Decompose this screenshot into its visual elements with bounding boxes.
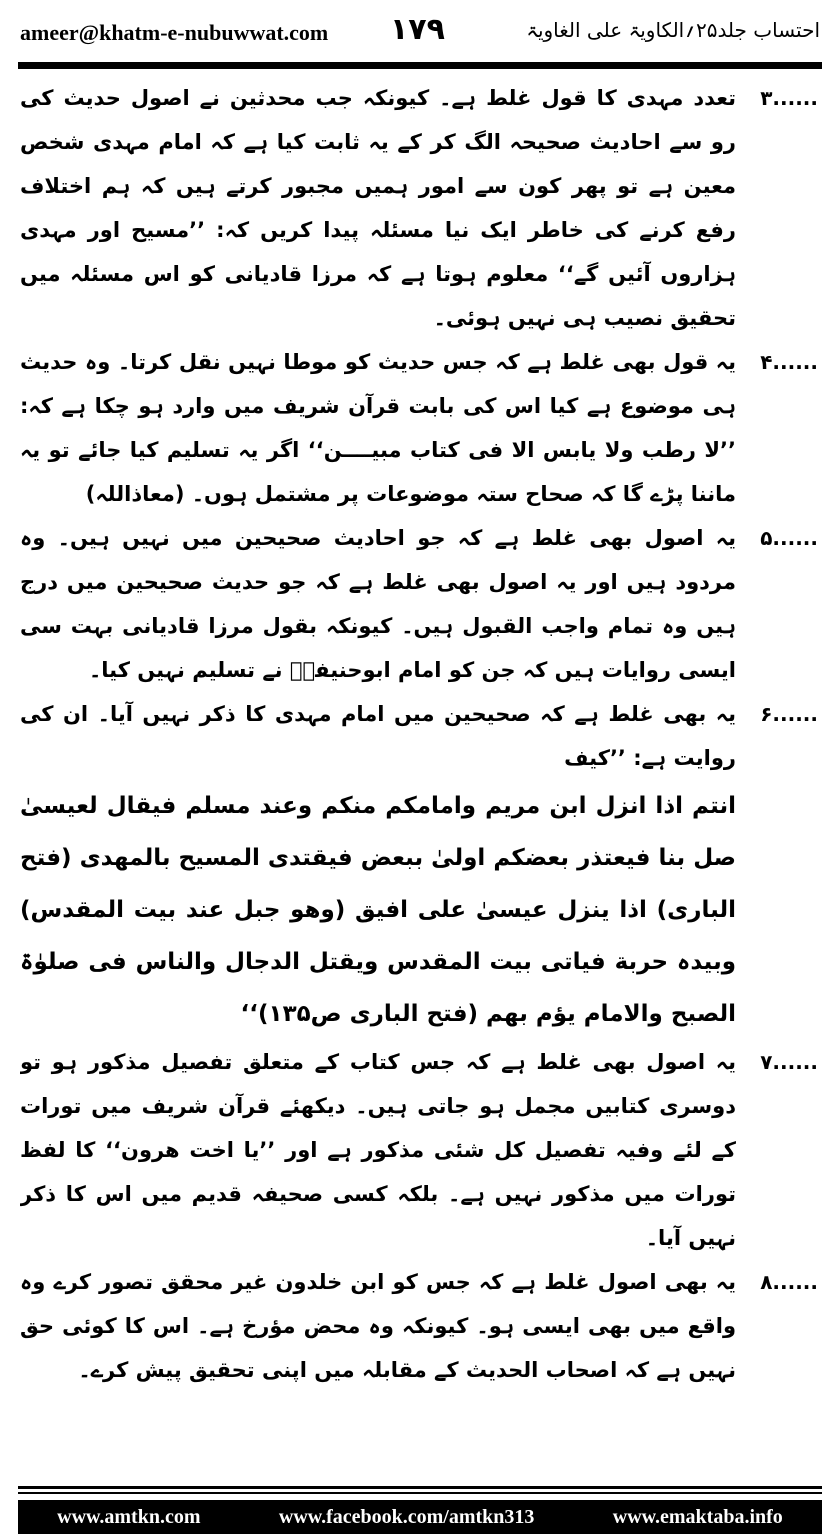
item-text: یہ قول بھی غلط ہے کہ جس حدیث کو موطا نہیں نقل کرتا۔ وہ حدیث ہی موضوع ہے کیا اس کی بابت قرآن شریف میں وارد ہو چکا ہے کہ: ’’لا رطب ولا یابس الا فی کتاب مبیــــن‘‘ اگر یہ تسلیم کیا جائے تو یہ ماننا پڑے گا کہ صحاح ستہ موضوعات پر مشتمل ہوں۔ (معاذاللہ)	[20, 350, 736, 506]
book-title: احتساب جلد۲۵؍الکاویۃ علی الغاویۃ	[526, 18, 820, 42]
list-item	[20, 1260, 818, 1392]
footer-link-facebook[interactable]: www.facebook.com/amtkn313	[278, 1505, 535, 1528]
item-number: ۷......	[760, 1050, 818, 1074]
list-item	[20, 1040, 818, 1260]
item-text: یہ بھی اصول غلط ہے کہ جس کو ابن خلدون غیر محقق تصور کرے وہ واقع میں بھی ایسی ہو۔ کیونکہ وہ محض مؤرخ ہے۔ اس کا کوئی حق نہیں ہے کہ اصحاب الحدیث کے مقابلہ میں اپنی تحقیق پیش کرے۔	[20, 1270, 736, 1382]
item-text: یہ اصول بھی غلط ہے کہ جس کتاب کے متعلق تفصیل مذکور ہو تو دوسری کتابیں مجمل ہو جاتی ہیں۔ دیکھئے قرآن شریف میں تورات کے لئے وفیہ تفصیل کل شئی مذکور ہے اور ’’یا اخت ھرون‘‘ کا لفظ تورات میں مذکور نہیں ہے۔ بلکہ کسی صحیفہ قدیم میں اس کا ذکر نہیں آیا۔	[20, 1050, 736, 1250]
footer-link-emaktaba[interactable]: www.emaktaba.info	[612, 1505, 783, 1528]
list-item	[20, 340, 818, 516]
list-item	[20, 76, 818, 340]
item-text: تعدد مہدی کا قول غلط ہے۔ کیونکہ جب محدثین نے اصول حدیث کی رو سے احادیث صحیحہ الگ کر کے یہ ثابت کیا ہے کہ امام مہدی شخص معین ہے تو پھر کون سے امور ہمیں مجبور کرتے ہیں کہ ہم اختلاف رفع کرنے کی خاطر ایک نیا مسئلہ پیدا کریں کہ: ’’مسیح اور مہدی ہزاروں آئیں گے‘‘ معلوم ہوتا ہے کہ مرزا قادیانی کو اس مسئلہ میں تحقیق نصیب ہی نہیں ہوئی۔	[20, 86, 736, 330]
footer-rule	[18, 1486, 822, 1494]
item-number: ۴......	[760, 350, 818, 374]
item-number: ۸......	[760, 1270, 818, 1294]
item-number: ۳......	[760, 86, 818, 110]
item-text: یہ بھی غلط ہے کہ صحیحین میں امام مہدی کا ذکر نہیں آیا۔ ان کی روایت ہے: ’’کیف	[20, 702, 736, 770]
item-text-block	[20, 692, 750, 1040]
page-header	[18, 12, 822, 58]
item-text: یہ اصول بھی غلط ہے کہ جو احادیث صحیحین میں نہیں ہیں۔ وہ مردود ہیں اور یہ اصول بھی غلط ہے کہ جو حدیث صحیحین میں درج ہیں وہ تمام واجب القبول ہیں۔ کیونکہ بقول مرزا قادیانی بہت سی ایسی روایات ہیں کہ جن کو امام ابوحنیفہؒ نے تسلیم نہیں کیا۔	[20, 526, 736, 682]
list-item	[20, 692, 818, 1040]
item-number: ۵......	[760, 526, 818, 550]
list-item	[20, 516, 818, 692]
page-body	[20, 76, 818, 1471]
arabic-quote: انتم اذا انزل ابن مریم وامامکم منکم وعند مسلم فیقال لعیسیٰ صل بنا فیعتذر بعضکم اولیٰ ببعض فیقتدی المسیح بالمهدی (فتح الباری) اذا ینزل عیسیٰ علی افیق (وھو جبل عند بیت المقدس) وبیدہ حربة فیاتی بیت المقدس ویقتل الدجال والناس فی صلوٰۃ الصبح والامام یؤم بھم (فتح الباری ص۱۳۵)‘‘	[20, 793, 736, 1027]
page-number: ۱۷۹	[390, 12, 445, 47]
header-rule	[18, 62, 822, 69]
page-footer	[18, 1500, 822, 1534]
header-email: ameer@khatm-e-nubuwwat.com	[20, 20, 329, 45]
footer-link-website[interactable]: www.amtkn.com	[57, 1505, 201, 1528]
item-number: ۶......	[760, 702, 818, 726]
